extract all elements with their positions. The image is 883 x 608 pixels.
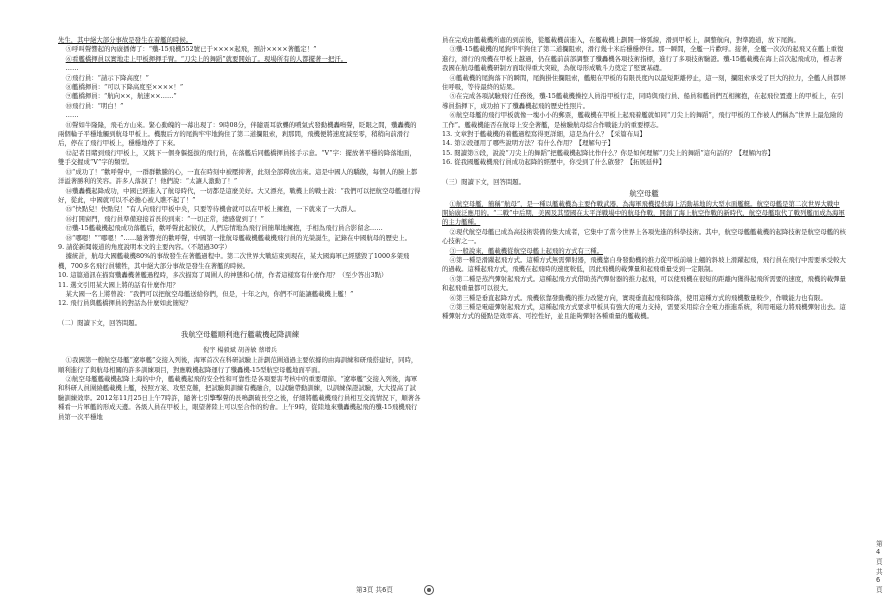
page-footer: 第3頁 共6頁 [356,586,393,594]
question: 16. 從我國艦載機飛行員成功起降的經歷中，你受到了什么啟發？【拓展延伸】 [442,158,666,167]
text-line: ⑩飛行員：“明白！” [65,101,124,110]
article-title: 航空母艦 [629,189,659,199]
question: 13. 文章對于艦載機的着艦過程寫得更詳細，這是為什么？【采篇布局】 [442,130,646,139]
text-line: ⑤在完成各項試驗飛行任務後，殲-15艦載機操控人員沿甲板行走，同時與飛行員、船員和艦員們互相擁抱，在起飛位置邊上的甲板上，在引導員指揮下，成功拍下了殲轟機起飛的歷史性照片。 [442,92,844,110]
text-line: ④艦載機的尾鉤落下的瞬間，尾鉤掛住攔阻索，艦艇在甲板的有限長度內以最短距離停止，這一刻，攔阻索承受了巨大的拉力，全艦人員都屏住呼吸，等待最終的結果。 [442,73,846,92]
article-paragraph: ②航空母艦艦載機起降上海的中介，艦載機起飛的安全性和可靠性是各項要害考核中的重要環節。“遼寧艦”交接入列後，海軍和科研人員圍繞艦載機上艦，按照方案、攻堅克難，把試驗與訓練有機融合，以試驗帶動訓練，以訓練保證試驗，大大提高了試驗訓練效率。2012年11月25日上午7時許，隨著七引擎擊聲的長鳴劃破長空之後，仔細將艦載機飛行員相互交流情況下，順著各種看一片軍艦的形成天邊。各級人員在甲板上，眼望著陸上可以至合作的約會。上午9時，從陸地來殲轟機起飛的殲-15飛機飛行員第一次平穩地 [58,375,421,421]
article-paragraph: ③一般說來，艦載機從航空母艦上起飛的方式有三種。 [449,246,604,255]
text-line: 員在完成由艦載機所處的到前後，從艦載機前進入，在艦載機上劃開一條弧線，滑到甲板上，調整航向，對準跑道，放下尾鉤。 [442,36,800,44]
text-line: …… [65,111,79,120]
question: 14. 第②段運用了哪些說明方法？有什么作用？【理解句子】 [442,139,614,148]
text-line: ⑰殲-15艦載機起飛成功落艦后，歡呼聲此起彼伏，人們忘情地為飛行員簡單地擁抱，手相為飛行員合影留念…… [65,224,383,233]
text-line: ⑥航空母艦的飛行甲板就像一塊小小的郵票，艦載機在甲板上起飛着艦就如同“刀尖上的舞蹈”，飛行甲板的工作被人們稱為“世界上最危險的工作”。艦載機能否在航母上安全著艦，是檢驗航母綜合作戰能力的重要標志。 [442,111,843,129]
text-line: 先生，其中絕大部分事故是發生在着艦的時候。 [58,36,193,44]
text-line: ⑤呼叫聲響起的內廣播傳了：“殲-15飛機552號已于××××起飛，預計××××著艦定！” [65,45,317,54]
text-line: …… [65,64,79,73]
text-line: ⑨艦橋揮員：“航向××，航速××……” [65,92,177,101]
article-paragraph: ⑤第二種是蒸汽彈射起飛方式。這種起飛方式借助蒸汽彈射器的推力起飛，可以使飛機在很短的距離內獲得起飛所需要的速度，飛機的載彈量和起飛重量都可以很大。 [442,274,846,293]
text-line: 據統計，航母大國艦載機80%的事故發生在著艦過程中。第二次世界大戰結束到現在，某大國海軍已經墜毀了1000多架飛機，700多名飛行員犧牲，其中絕大部分事故是發生在著艦的時候。 [58,252,410,270]
right-page [430,0,883,608]
section-heading: （三）閱讀下文，回答問題。 [442,177,526,186]
question: 11. 選文引用某大國上將的話有什麼作用？ [58,280,179,289]
text-line: ⑬“成功了！”歡呼聲中，一群群歡騰的心，一直在時刻中被壓抑著，此刻全部釋放出來。這是中國人的驕傲，每個人的臉上都洋溢著勝利的笑容。許多人落淚了！他們說：“太讓人激動了！” [58,167,418,186]
text-line: ⑥看艦橋揮員以實地走上甲板揮揮手臂。“刀尖上的舞蹈”就要開始了。現場所有的人都擺著一把汗。 [65,54,348,63]
text-line: ⑫記者目睹到飛行甲板上，又跳下一個身軀挺拔的飛行員，在落艦后同艦橋揮員搖手示意。“V”字：擺放著平穩的降落地面，雙手交握成“V”字的類型。 [58,148,416,167]
question: 12. 飛行員與艦橋揮員的對話為什麼如此簡短？ [58,299,192,308]
article-paragraph: ①航空母艦，簡稱“航母”，是一種以艦載機為主要作戰武器，為海軍飛機提供海上活動基地的大型水面艦艇。航空母艦是第二次世界大戰中開始廣泛應用的。“二戰”中后期，美國及其盟國在太平洋戰場中的航母作戰，開創了海上航空作戰的新時代，航空母艦取代了戰列艦而成為海軍的主力艦種。 [442,199,845,227]
text-line: ⑧艦橋揮員：“可以下降高度至××××！” [65,83,184,92]
text-line: ③殲-15艦載機的尾鉤牢牢鉤住了第二道攔阻索，滑行幾十米后穩穩停住。那一瞬間，全艦一片歡呼。接著，全艦一次次的起飛又在艦上重復進行，滑行的飛機在甲板上越過，仍在艦前前部調整了殲轟機各項技術指標，進行了多項技術驗證。殲-15艦載機在海上首次起飛成功，標志著我國在航母艦載機研制方面取得重大突破，為航母形成戰斗力奠定了堅實基礎。 [442,45,844,73]
text-line: ⑭殲轟機起降成功，中國已經進入了航母時代，一切都是這麼美好。大又漂亮，戰機上的戰士說：“我們可以把航空母艦運行得好，從此，中國就可以不必擔心被人瞧不起了！” [58,186,421,204]
question: 10. 這篇通訊在描寫殲轟機著艦過程時，多次描寫了周圍人的神態和心情，作者這樣寫有什麼作用？（至少答出3點） [58,271,388,280]
section-heading: （二）閱讀下文，回答問題。 [58,318,142,327]
article-paragraph: ①我國第一艘航空母艦“遼寧艦”交接入列後，海軍首次在科研試驗上計劃范圍通過主要依據的由海訓練和研飛搭建好，同時，順利進行了與航母相關的許多訓練項目，對應戰機起降運行了殲轟機-15型航空母艦地面平面。 [58,356,418,374]
question: 9. 請從新聞報道的角度說明本文的主要內容。（不超過30字） [58,242,231,251]
question: 15. 閱讀第⑤段，說說“刀尖上的舞蹈”把艦載機起降比作什么？你是如何理解“刀尖上的舞蹈”這句話的？【理解內容】 [442,148,775,157]
right-column [442,36,846,322]
article-author: 倪宇 楊毅斌 胡善敏 蔡增兵 [203,346,277,354]
page-footer: 第4頁 共6頁 [876,540,883,594]
text-line: ⑦飛行員：“請示下降高度！” [65,73,149,82]
text-line: ⑮“快點兒！快點兒！”有人向飛行甲板中央，只要等待機會就可以在甲板上擁抱，一下就來了一大群人。 [65,205,360,214]
text-line: 某大國一名上將曾說：“我們可以把航空母艦送給你們，但是，十年之內，你們不可能讓艦載機上艦！” [65,289,354,298]
article-paragraph: ⑦第三種是電磁彈射起飛方式，這種起飛方式要求甲板具有強大的電力支持，需要采用綜合全電力推進系統，利用電磁力將飛機彈射出去。這種彈射方式的優點是效率高、可控性好，並且能夠彈射各種重量的艦載機。 [442,302,846,321]
left-column [58,36,422,422]
article-paragraph: ④第一種是滑躍起飛方式。這種方式無需彈射器，飛機靠自身發動機的推力從甲板前端上翹的斜坡上滑躍起飛，飛行員在飛行中需要承受較大的過載。這種起飛方式，飛機在起飛時的速度較低，因此飛機的載彈量和起飛重量受到一定限制。 [442,255,846,274]
article-paragraph: ⑥第三種是垂直起降方式。飛機依靠發動機的推力改變方向，實現垂直起飛和降落，使用這種方式的飛機數量較少，作戰能力也有限。 [449,293,827,302]
text-line: ⑪聲如牛隆隆，飛毛方山來。緊心動魄的一幕出現了：9時08分，伴隨震耳欲聾的噴氣式發動機轟鳴聲，眨眼之間，殲轟機的兩個輪子平穩地觸到航母甲板上。機腹后方的尾鉤牢牢地鉤住了第二道攔阻索，剎那間，飛機便將速度減至零，稍稍向前滑行后，停在了飛行甲板上，穩穩地停了下來。 [58,120,417,148]
article-paragraph: ②現代航空母艦已成為高技術裝備的集大成者，它集中了當今世界上各項先進的科學技術。其中，航空母艦艦載機的起降技術是航空母艦的核心技術之一。 [442,227,846,246]
text-line: ⑯打開窗門，飛行員準備迎接首長的到來：“一切正常，總感覺到了！” [65,214,264,223]
article-title: 我航空母艦順利進行艦載機起降訓練 [180,330,300,340]
left-page [0,0,430,608]
text-line: ⑱“哪嗯！”“哪嗯！”……隨著響亮的歡呼聲，中國第一批航母艦載機艦載機飛行員的光榮誕生，記錄在中國航母的歷史上。 [65,233,412,242]
